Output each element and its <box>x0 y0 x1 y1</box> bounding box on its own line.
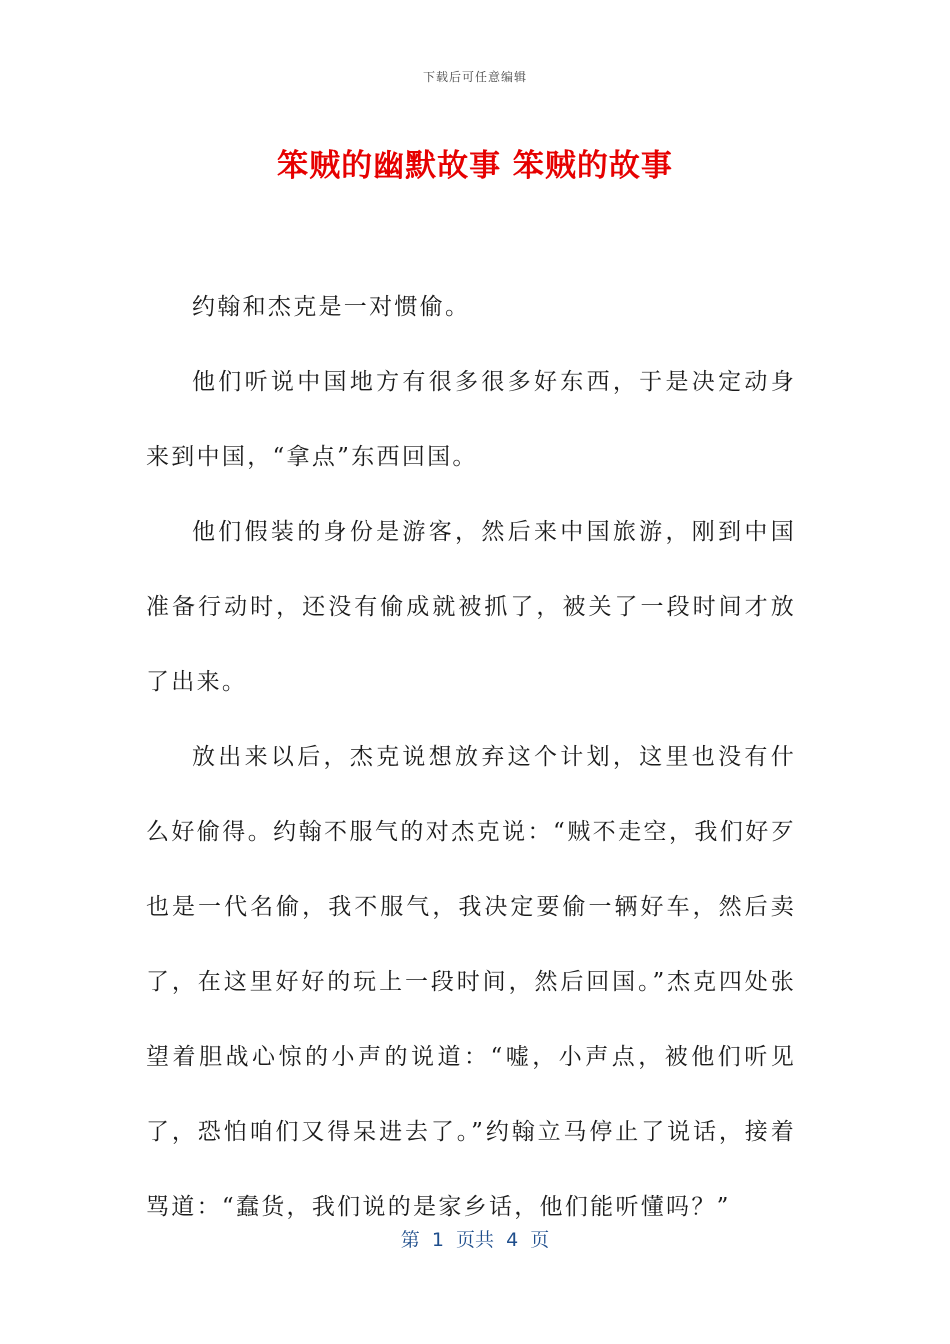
paragraph: 他们听说中国地方有很多很多好东西，于是决定动身来到中国，“拿点”东西回国。 <box>146 369 796 470</box>
paragraph: 约翰和杰克是一对惯偷。 <box>192 294 471 320</box>
paragraph: 他们假装的身份是游客，然后来中国旅游，刚到中国准备行动时，还没有偷成就被抓了，被关了一段时间才放了出来。 <box>146 519 796 695</box>
header-note: 下载后可任意编辑 <box>422 70 527 84</box>
document-body <box>146 270 796 1245</box>
paragraph: 放出来以后，杰克说想放弃这个计划，这里也没有什么好偷得。约翰不服气的对杰克说：“贼不走空，我们好歹也是一代名偷，我不服气，我决定要偷一辆好车，然后卖了，在这里好好的玩上一段时间，然后回国。”杰克四处张望着胆战心惊的小声的说道：“嘘，小声点，被他们听见了，恐怕咱们又得呆进去了。”约翰立马停止了说话，接着骂道：“蠢货，我们说的是家乡话，他们能听懂吗？” <box>146 744 796 1220</box>
page-number: 第 1 页共 4 页 <box>400 1229 550 1251</box>
document-title: 笨贼的幽默故事 笨贼的故事 <box>277 148 673 184</box>
